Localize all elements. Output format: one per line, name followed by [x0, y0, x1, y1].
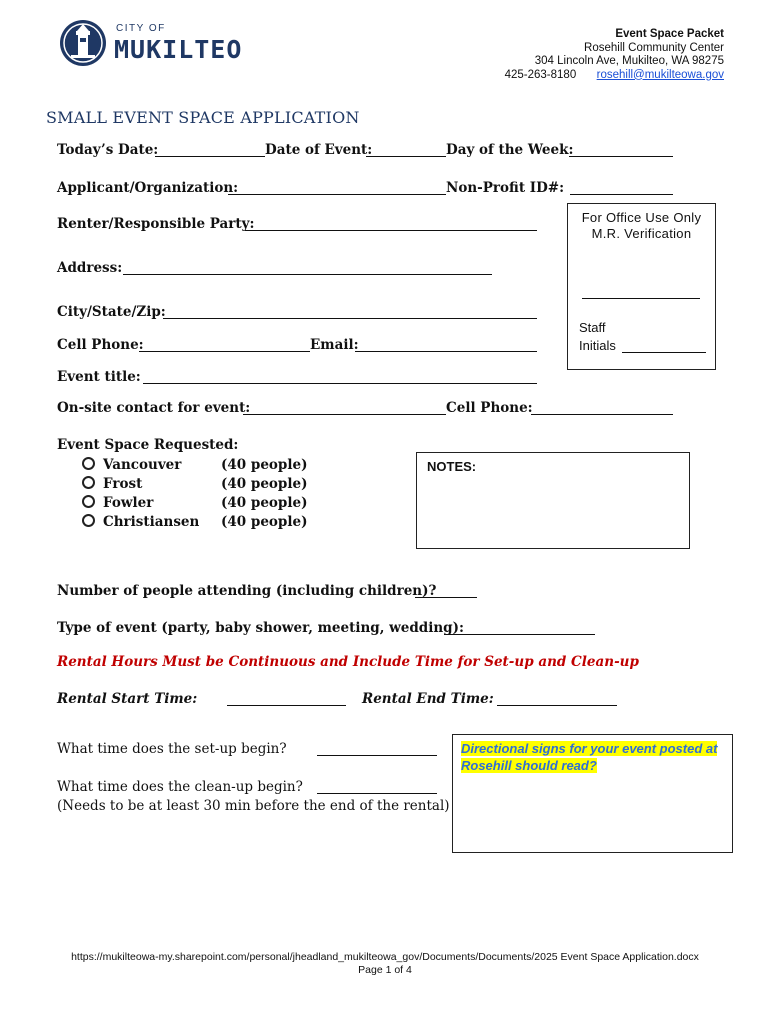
radio-circle-icon[interactable] [82, 514, 95, 527]
renter-label: Renter/Responsible Party: [57, 216, 255, 232]
nonprofit-field[interactable] [570, 180, 673, 195]
rental-start-label: Rental Start Time: [57, 691, 198, 707]
logo-small-text: CITY OF [116, 23, 166, 34]
rental-start-field[interactable] [227, 691, 346, 706]
onsite-contact-field[interactable] [243, 400, 446, 415]
attendance-field[interactable] [415, 583, 477, 598]
applicant-field[interactable] [228, 180, 446, 195]
onsite-contact-label: On-site contact for event: [57, 400, 251, 416]
document-url: https://mukilteowa-my.sharepoint.com/personal/jheadland_mukilteowa_gov/Documents/Documents/2025 Event Space Application.docx [71, 951, 699, 963]
city-field[interactable] [163, 304, 537, 319]
cleanup-note: (Needs to be at least 30 min before the end of the rental) [57, 798, 450, 814]
cell-phone-field[interactable] [139, 337, 310, 352]
event-title-label: Event title: [57, 369, 141, 385]
day-of-week-field[interactable] [569, 142, 673, 157]
footer [0, 951, 770, 977]
staff-label: Staff [579, 320, 606, 335]
rental-hours-note: Rental Hours Must be Continuous and Include Time for Set-up and Clean-up [57, 654, 639, 670]
directional-signs-box[interactable] [452, 734, 733, 853]
cleanup-time-field[interactable] [317, 779, 437, 794]
packet-title: Event Space Packet [615, 28, 724, 40]
applicant-label: Applicant/Organization: [57, 180, 239, 196]
room-list [82, 457, 307, 533]
todays-date-field[interactable] [155, 142, 265, 157]
lighthouse-emblem-icon [58, 18, 108, 68]
center-phone: 425-263-8180 [504, 68, 577, 81]
onsite-cell-label: Cell Phone: [446, 400, 533, 416]
center-address: 304 Lincoln Ave, Mukilteo, WA 98275 [534, 55, 724, 67]
renter-field[interactable] [245, 216, 537, 231]
rental-end-field[interactable] [497, 691, 617, 706]
email-field[interactable] [355, 337, 537, 352]
city-logo [58, 18, 268, 70]
day-of-week-label: Day of the Week: [446, 142, 574, 158]
contact-line [505, 69, 724, 83]
office-use-box [567, 203, 716, 370]
cell-phone-label: Cell Phone: [57, 337, 144, 353]
setup-question: What time does the set-up begin? [57, 741, 287, 757]
initials-label: Initials [579, 338, 616, 353]
event-type-label: Type of event (party, baby shower, meeting, wedding): [57, 620, 464, 636]
notes-box[interactable] [416, 452, 690, 549]
rental-end-label: Rental End Time: [362, 691, 494, 707]
space-requested-label: Event Space Requested: [57, 437, 239, 453]
date-of-event-field[interactable] [366, 142, 446, 157]
cleanup-question: What time does the clean-up begin? [57, 779, 303, 795]
radio-circle-icon[interactable] [82, 457, 95, 470]
nonprofit-label: Non-Profit ID#: [446, 180, 565, 196]
radio-circle-icon[interactable] [82, 495, 95, 508]
email-label: Email: [310, 337, 359, 353]
center-name: Rosehill Community Center [584, 41, 724, 54]
initials-line[interactable] [622, 352, 706, 353]
directional-signs-prompt: Directional signs for your event posted at Rosehill should read? [461, 741, 718, 773]
attendance-label: Number of people attending (including children)? [57, 583, 437, 599]
verification-line[interactable] [582, 298, 700, 299]
page-number: Page 1 of 4 [358, 964, 412, 976]
todays-date-label: Today’s Date: [57, 142, 159, 158]
city-label: City/State/Zip: [57, 304, 166, 320]
event-type-field[interactable] [444, 620, 595, 635]
radio-circle-icon[interactable] [82, 476, 95, 489]
setup-time-field[interactable] [317, 741, 437, 756]
page-title: SMALL EVENT SPACE APPLICATION [46, 108, 360, 127]
org-info [505, 28, 724, 82]
notes-label: NOTES: [427, 459, 477, 474]
logo-city-name: MUKILTEO [114, 35, 243, 64]
room-option-christiansen[interactable]: Christiansen (40 people) [82, 514, 307, 533]
address-label: Address: [57, 260, 123, 276]
office-verification: M.R. Verification [591, 226, 692, 241]
event-title-field[interactable] [143, 369, 537, 384]
onsite-cell-field[interactable] [531, 400, 673, 415]
room-option-frost[interactable]: Frost (40 people) [82, 476, 307, 495]
center-email-link[interactable]: rosehill@mukilteowa.gov [596, 68, 724, 81]
room-option-fowler[interactable]: Fowler (40 people) [82, 495, 307, 514]
date-of-event-label: Date of Event: [265, 142, 373, 158]
room-option-vancouver[interactable]: Vancouver (40 people) [82, 457, 307, 476]
office-use-title: For Office Use Only [581, 210, 702, 225]
address-field[interactable] [123, 260, 492, 275]
